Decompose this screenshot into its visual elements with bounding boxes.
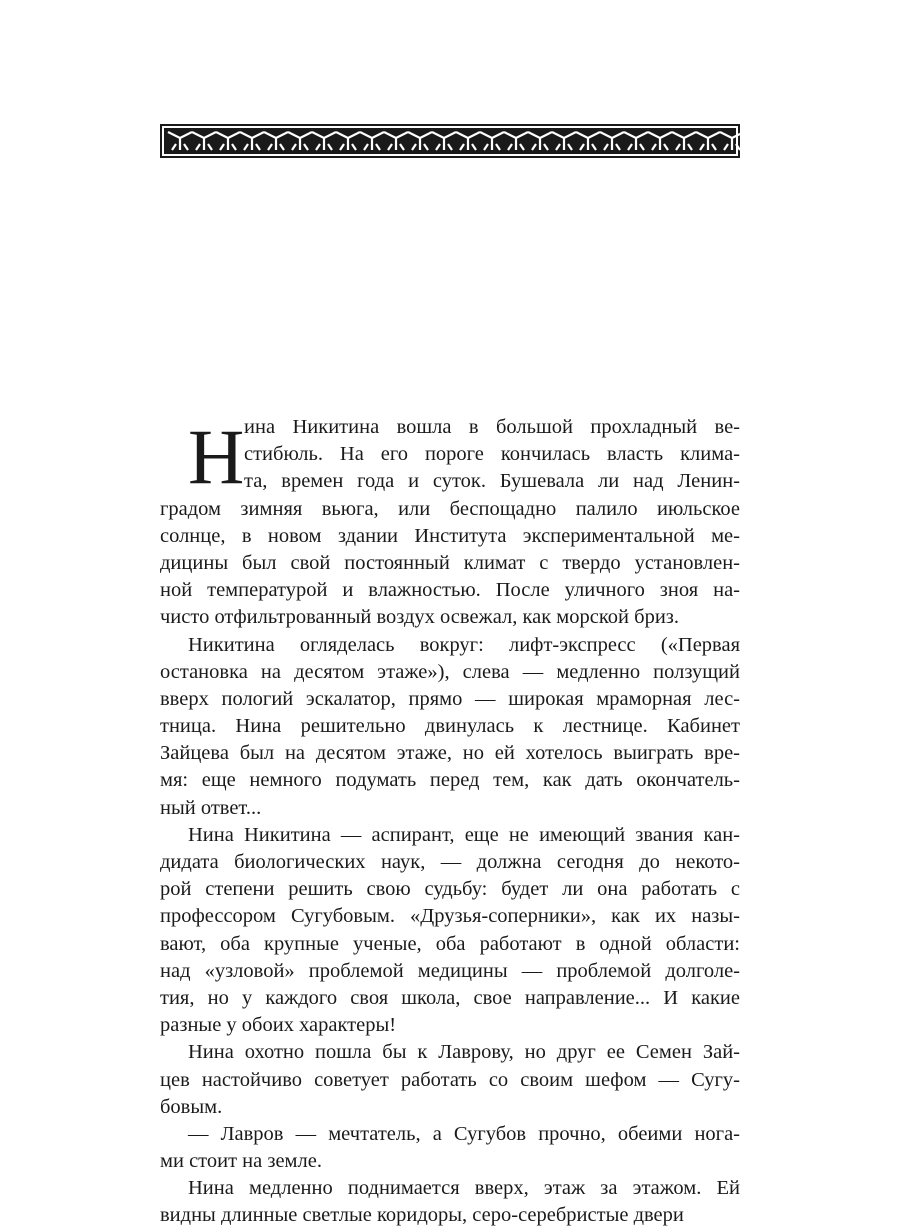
text-line: мя: еще немного подумать перед тем, как дать окончатель- xyxy=(160,769,740,792)
text-line: Никитина огляделась вокруг: лифт-экспресс («Первая xyxy=(188,633,740,656)
text-line: тница. Нина решительно двинулась к лестнице. Кабинет xyxy=(160,715,740,738)
paragraph xyxy=(160,632,740,822)
text-line: вают, оба крупные ученые, оба работают в одной области: xyxy=(160,932,740,955)
text-line: Зайцева был на десятом этаже, но ей хотелось выиграть вре- xyxy=(160,742,740,765)
text-line: цев настойчиво советует работать со своим шефом — Сугу- xyxy=(160,1068,740,1091)
text-line: остановка на десятом этаже»), слева — медленно ползущий xyxy=(160,660,740,683)
paragraph xyxy=(160,1039,740,1121)
paragraph xyxy=(160,822,740,1040)
text-line: чисто отфильтрованный воздух освежал, как морской бриз. xyxy=(160,606,680,629)
text-line: та, времен года и суток. Бушевала ли над Ленин- xyxy=(244,470,740,493)
text-line: Нина медленно поднимается вверх, этаж за этажом. Ей xyxy=(188,1177,740,1200)
paragraph xyxy=(160,414,740,632)
text-line: ный ответ... xyxy=(160,796,262,819)
text-line: солнце, в новом здании Института экспериментальной ме- xyxy=(160,524,740,547)
drop-cap-letter: Н xyxy=(188,413,245,500)
text-line: ной температурой и влажностью. После уличного зноя на- xyxy=(160,579,740,602)
paragraph xyxy=(160,1121,740,1175)
text-line: разные у обоих характеры! xyxy=(160,1014,397,1037)
chapter-ornament xyxy=(160,124,740,158)
text-line: дицины был свой постоянный климат с твердо установлен- xyxy=(160,551,740,574)
text-line: вверх пологий эскалатор, прямо — широкая мраморная лес- xyxy=(160,687,740,710)
text-line: видны длинные светлые коридоры, серо-серебристые двери xyxy=(160,1204,684,1227)
text-line: градом зимняя вьюга, или беспощадно палило июльское xyxy=(160,497,740,520)
text-line: ина Никитина вошла в большой прохладный ве- xyxy=(244,416,740,438)
text-line: тия, но у каждого своя школа, свое направление... И какие xyxy=(160,986,740,1009)
text-line: бовым. xyxy=(160,1095,223,1118)
body-text xyxy=(160,414,740,1230)
paragraph xyxy=(160,1175,740,1229)
text-line: над «узловой» проблемой медицины — проблемой долголе- xyxy=(160,959,740,982)
knot-pattern-icon xyxy=(160,124,740,158)
text-line: стибюль. На его пороге кончилась власть клима- xyxy=(244,443,740,466)
text-line: рой степени решить свою судьбу: будет ли она работать с xyxy=(160,878,740,901)
text-line: дидата биологических наук, — должна сегодня до некото- xyxy=(160,851,740,873)
text-line: Нина Никитина — аспирант, еще не имеющий звания кан- xyxy=(188,823,740,846)
text-line: профессором Сугубовым. «Друзья-соперники», как их назы- xyxy=(160,905,740,928)
text-line: ми стоит на земле. xyxy=(160,1150,322,1173)
paragraphs xyxy=(160,414,740,1230)
text-line: Нина охотно пошла бы к Лаврову, но друг ее Семен Зай- xyxy=(188,1041,740,1064)
text-line: — Лавров — мечтатель, а Сугубов прочно, обеими нога- xyxy=(188,1122,740,1145)
